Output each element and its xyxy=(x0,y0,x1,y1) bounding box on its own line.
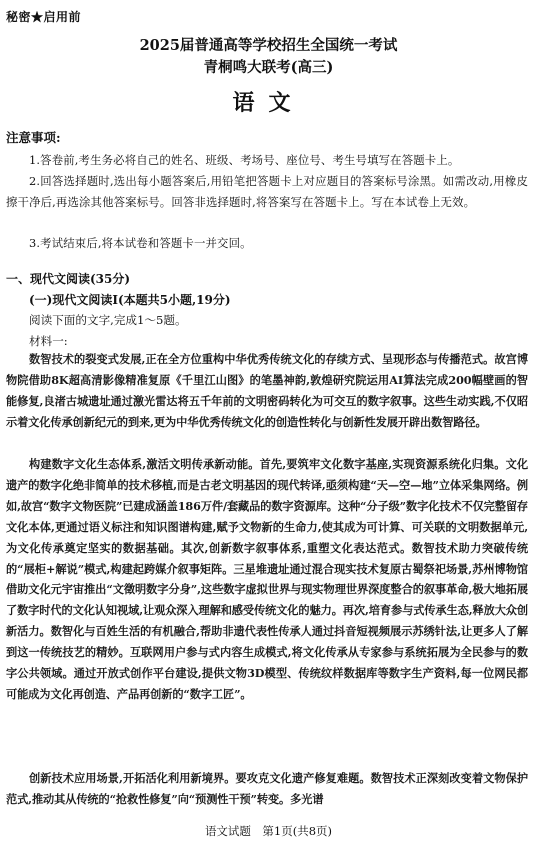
exam-title: 2025届普通高等学校招生全国统一考试 xyxy=(139,37,398,54)
confidential-label: 秘密★启用前 xyxy=(6,10,82,24)
notes-heading: 注意事项: xyxy=(6,130,61,145)
paragraph-3: 创新技术应用场景,开拓活化利用新境界。要攻克文化遗产修复难题。数智技术正深刻改变着文物保护范式,推动其从传统的“抢救性修复”向“预测性干预”转变。多光谱 xyxy=(6,771,528,806)
note-item-3: 3.考试结束后,将本试卷和答题卡一并交回。 xyxy=(29,236,252,250)
note-item-1: 1.答卷前,考生务必将自己的姓名、班级、考场号、座位号、考生号填写在答题卡上。 xyxy=(29,153,460,167)
material-label: 材料一: xyxy=(29,334,68,348)
page-footer: 语文试题 第1页(共8页) xyxy=(204,824,333,838)
reading-instruction: 阅读下面的文字,完成1～5题。 xyxy=(29,313,187,327)
subsection-heading: (一)现代文阅读Ⅰ(本题共5小题,19分) xyxy=(29,293,231,307)
note-item-2: 2.回答选择题时,选出每小题答案后,用铅笔把答题卡上对应题目的答案标号涂黑。如需改动,用橡皮擦干净后,再选涂其他答案标号。回答非选择题时,将答案写在答题卡上。写在本试卷上无效。 xyxy=(6,174,528,209)
subject-title: 语文 xyxy=(232,90,305,116)
section-heading: 一、现代文阅读(35分) xyxy=(6,272,131,286)
paragraph-1: 数智技术的裂变式发展,正在全方位重构中华优秀传统文化的存续方式、呈现形态与传播范式。故宫博物院借助8K超高清影像精准复原《千里江山图》的笔墨神韵,敦煌研究院运用AI算法完成200幅壁画的智能修复,良渚古城遗址通过激光雷达将五千年前的文明密码转化为可交互的数字叙事。这些生动实践,不仅昭示着文化传承创新纪元的到来,更为中华优秀传统文化的创造性转化与创新性发展开辟出数智路径。 xyxy=(6,352,528,429)
exam-subtitle: 青桐鸣大联考(高三) xyxy=(203,59,334,76)
paragraph-2: 构建数字文化生态体系,激活文明传承新动能。首先,要筑牢文化数字基座,实现资源系统化归集。文化遗产的数字化绝非简单的技术移植,而是古老文明基因的现代转译,亟须构建“天—空—地”立体采集网络。例如,故宫“数字文物医院”已建成涵盖186万件/套藏品的数字资源库。这种“分子级”数字化技术不仅完整留存文化本体,更通过语义标注和知识图谱构建,赋予文物新的生命力,使其成为可计算、可关联的文明数据单元,为文化传承奠定坚实的数据基础。其次,创新数字叙事体系,重塑文化表达范式。数智技术助力突破传统的“展柜+解说”模式,构建起跨媒介叙事矩阵。三星堆遗址通过混合现实技术复原古蜀祭祀场景,苏州博物馆借助文化元宇宙推出“文徵明数字分身”,这些数字虚拟世界与现实物理世界深度整合的叙事革命,极大地拓展了数字时代的文化认知视域,让观众深入理解和感受传统文化的魅力。再次,培育参与式传承生态,释放大众创新活力。数智化与百姓生活的有机融合,帮助非遗代表性传承人通过抖音短视频展示苏绣针法,让更多人了解到这一传统技艺的精妙。互联网用户参与式内容生成模式,将文化传承从专家参与系统拓展为全民参与的数字公共领域。通过开放式创作平台建设,提供文物3D模型、传统纹样数据库等数字生产资料,每一位网民都可能成为文化再创造、产品再创新的“数字工匠”。 xyxy=(6,457,528,701)
